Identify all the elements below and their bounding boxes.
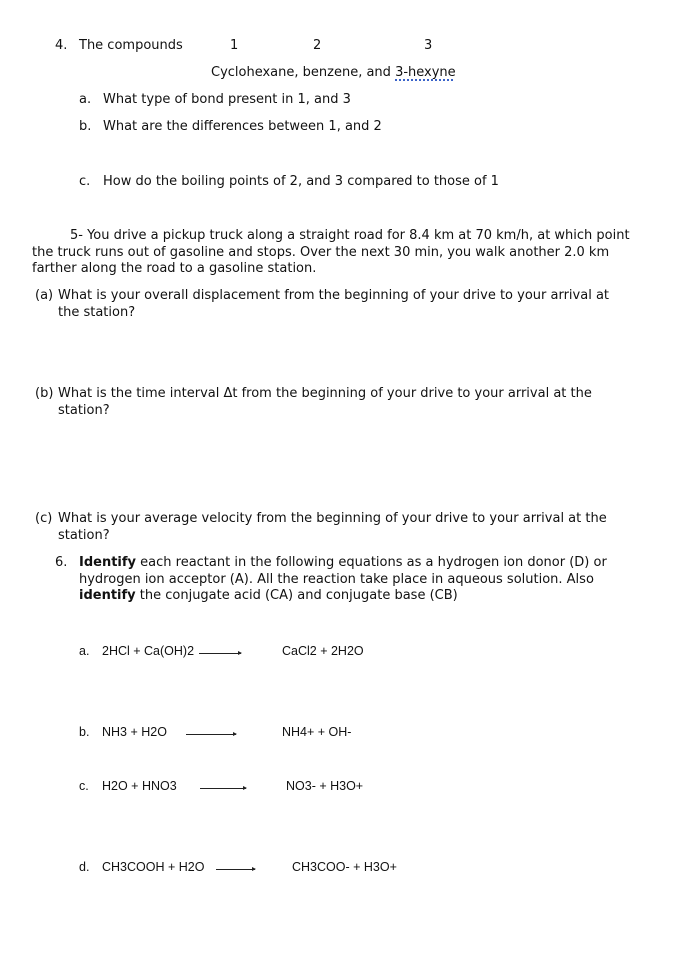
equation-c-products: NO3- + H3O+ [286, 779, 364, 793]
compound-number-3: 3 [424, 38, 433, 53]
q6-number: 6. [55, 555, 68, 570]
q5-part-a-text: What is your overall displacement from the beginning of your drive to your arrival at the station? [58, 288, 610, 320]
q6-identify-1: Identify [79, 555, 137, 570]
reaction-arrow [186, 734, 236, 735]
equation-d-label: d. [79, 860, 90, 874]
reaction-arrow [216, 869, 255, 870]
q5-part-c-label: (c) [35, 511, 53, 526]
spellcheck-word: 3-hexyne [395, 65, 456, 80]
q4-intro: The compounds [79, 38, 183, 53]
compounds-line-prefix: Cyclohexane, benzene, and [211, 65, 396, 80]
reaction-arrow [199, 653, 241, 654]
equation-c-label: c. [79, 779, 89, 793]
q4-part-b-label: b. [79, 119, 92, 134]
q4-part-c-text: How do the boiling points of 2, and 3 compared to those of 1 [103, 174, 499, 189]
equation-d-products: CH3COO- + H3O+ [292, 860, 397, 874]
equation-b-reactants: NH3 + H2O [102, 725, 167, 739]
q6-text [79, 555, 619, 605]
q5-part-c-text: What is your average velocity from the beginning of your drive to your arrival at the station? [58, 511, 607, 543]
compound-number-2: 2 [313, 38, 322, 53]
equation-a-products: CaCl2 + 2H2O [282, 644, 364, 658]
q4-part-a-text: What type of bond present in 1, and 3 [103, 92, 351, 107]
q4-part-b-text: What are the differences between 1, and 2 [103, 119, 382, 134]
equation-c-reactants: H2O + HNO3 [102, 779, 177, 793]
q5-part-a-label: (a) [35, 288, 54, 303]
q4-part-a-label: a. [79, 92, 92, 107]
q6-text-1: each reactant in the following equations as a hydrogen ion donor (D) or hydrogen ion acceptor (A). All the reaction take place in aqueous solution. Also [79, 555, 607, 587]
q6-text-2: the conjugate acid (CA) and conjugate base (CB) [135, 588, 458, 603]
q5-intro: 5- You drive a pickup truck along a straight road for 8.4 km at 70 km/h, at which point the truck runs out of gasoline and stops. Over the next 30 min, you walk another 2.0 km farther along the road to a gasoline station. [32, 228, 630, 276]
equation-b-products: NH4+ + OH- [282, 725, 352, 739]
equation-b-label: b. [79, 725, 90, 739]
compounds-line [211, 65, 456, 81]
q6-identify-2: identify [79, 588, 136, 603]
equation-a-reactants: 2HCl + Ca(OH)2 [102, 644, 195, 658]
equation-d-reactants: CH3COOH + H2O [102, 860, 205, 874]
q4-part-c-label: c. [79, 174, 91, 189]
equation-a-label: a. [79, 644, 90, 658]
compound-number-1: 1 [230, 38, 239, 53]
reaction-arrow [200, 788, 246, 789]
q4-number: 4. [55, 38, 68, 53]
q5-part-b-text: What is the time interval Δt from the beginning of your drive to your arrival at the station? [58, 386, 592, 418]
q5-part-b-label: (b) [35, 386, 54, 401]
